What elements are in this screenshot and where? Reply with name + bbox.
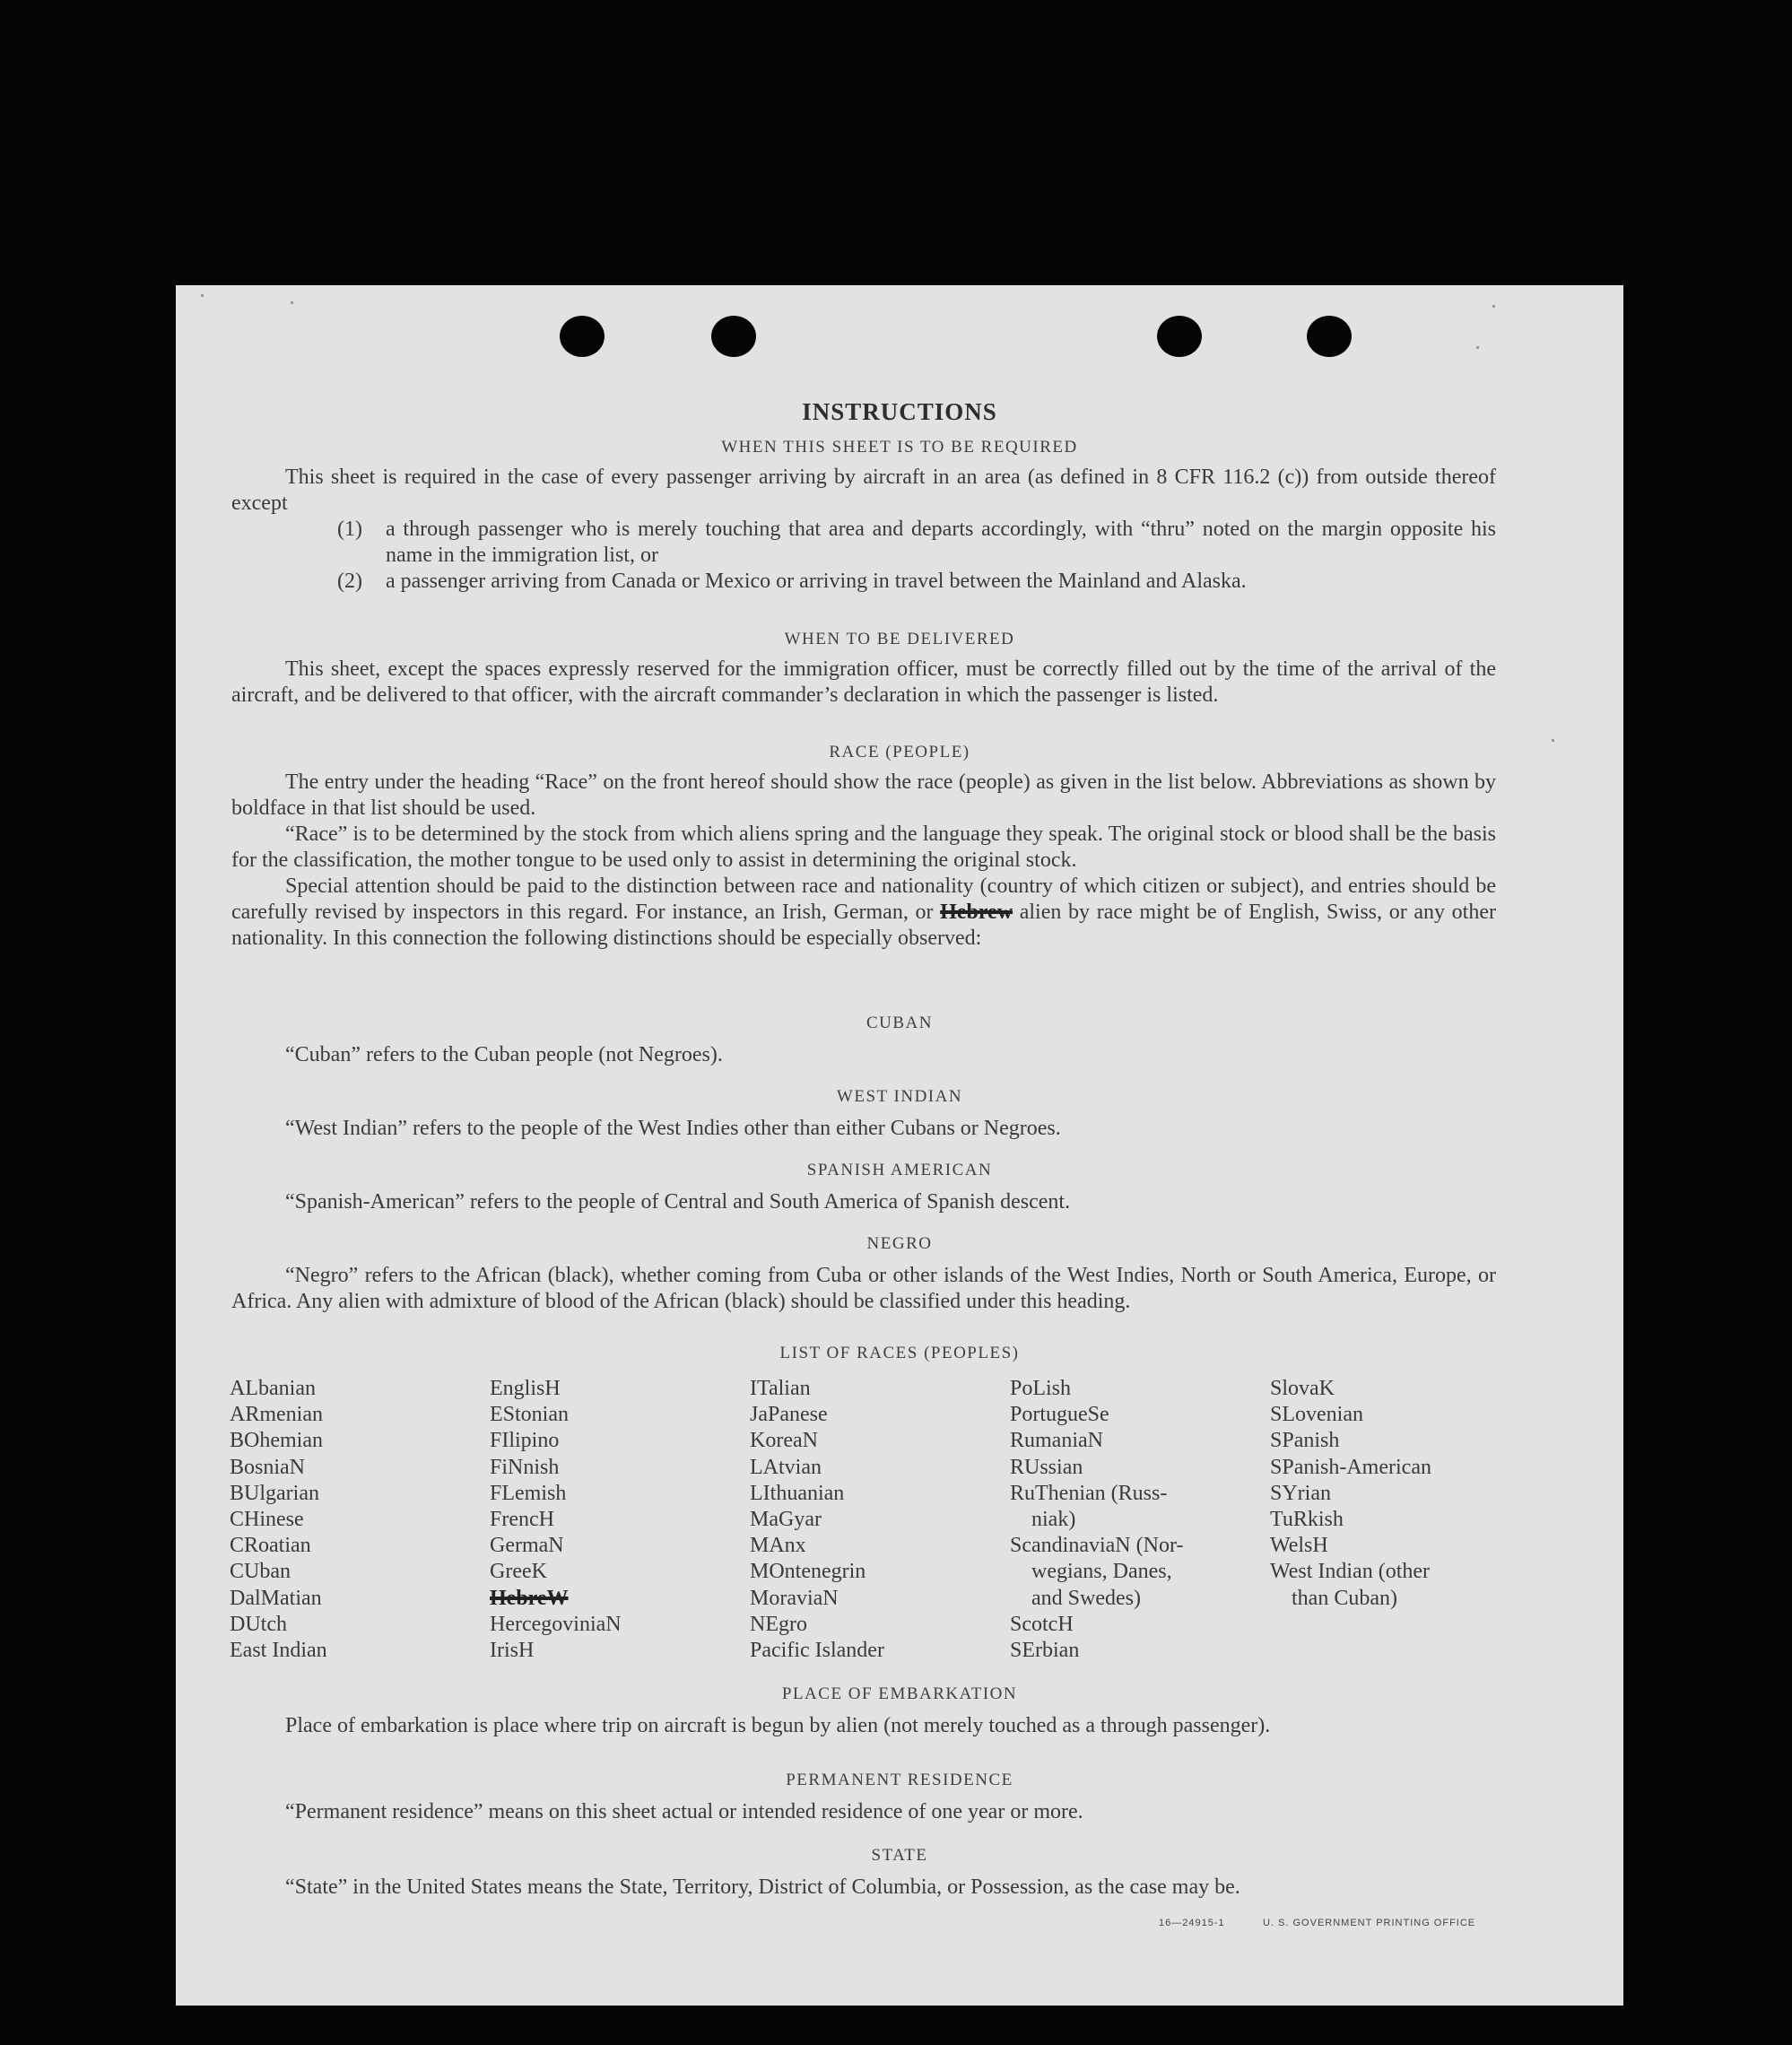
race-entry: SErbian	[1010, 1639, 1080, 1663]
race-entry: East Indian	[230, 1639, 327, 1663]
exception-item-2	[337, 569, 1496, 595]
race-entry: Pacific Islander	[750, 1639, 884, 1663]
race-entry: PortugueSe	[1010, 1403, 1109, 1427]
race-entry: RuThenian (Russ-	[1010, 1481, 1168, 1505]
required-intro: This sheet is required in the case of every passenger arriving by aircraft in an area (as defined in 8 CFR 116.2 (c)) from outside thereof except	[231, 466, 1496, 515]
race-column-1	[230, 1376, 490, 1664]
race-entry: HercegoviniaN	[490, 1612, 622, 1636]
punch-hole	[1307, 316, 1352, 357]
instruction-sheet	[176, 285, 1623, 2006]
race-entry: GermaN	[490, 1534, 564, 1558]
race-entry: EnglisH	[490, 1377, 561, 1400]
race-entry-continued: wegians, Danes,	[1031, 1560, 1172, 1584]
race-entry: FIlipino	[490, 1429, 560, 1453]
section-heading-required: WHEN THIS SHEET IS TO BE REQUIRED	[721, 438, 1078, 457]
state-text: “State” in the United States means the State, Territory, District of Columbia, or Possession, as the case may be.	[285, 1875, 1240, 1899]
race-entry-continued: niak)	[1031, 1508, 1076, 1532]
race-entry: MAnx	[750, 1534, 806, 1558]
residence-text: “Permanent residence” means on this sheet actual or intended residence of one year or more.	[285, 1800, 1083, 1823]
race-entry: SlovaK	[1270, 1377, 1335, 1400]
section-heading-list: LIST OF RACES (PEOPLES)	[779, 1344, 1020, 1362]
cuban-text: “Cuban” refers to the Cuban people (not Negroes).	[285, 1043, 723, 1066]
section-heading-west-indian: WEST INDIAN	[836, 1087, 963, 1106]
item-number: (2)	[337, 570, 362, 593]
race-entry: EStonian	[490, 1403, 569, 1427]
race-entry: SPanish	[1270, 1429, 1340, 1453]
section-heading-delivered: WHEN TO BE DELIVERED	[784, 630, 1015, 648]
race-entry-continued: than Cuban)	[1292, 1586, 1397, 1610]
race-column-4	[1010, 1376, 1270, 1664]
race-column-3	[750, 1376, 1010, 1664]
item-text: a through passenger who is merely touching that area and departs accordingly, with “thru” noted on the margin opposite his name in the immigration list, or	[386, 518, 1496, 567]
race-entry: CUban	[230, 1560, 291, 1584]
embarkation-text: Place of embarkation is place where trip on aircraft is begun by alien (not merely touched as a through passenger).	[285, 1714, 1271, 1737]
race-entry: CRoatian	[230, 1534, 311, 1558]
race-column-2	[490, 1376, 750, 1664]
race-entry: JaPanese	[750, 1403, 828, 1427]
negro-text: “Negro” refers to the African (black), whether coming from Cuba or other islands of the West Indies, North or South America, Europe, or Africa. Any alien with admixture of blood of the African (black) should be classified under this heading.	[231, 1264, 1496, 1313]
section-heading-negro: NEGRO	[866, 1234, 933, 1253]
paper-speck	[1492, 305, 1495, 308]
race-entry: ScotcH	[1010, 1612, 1074, 1636]
delivered-text: This sheet, except the spaces expressly reserved for the immigration officer, must be correctly filled out by the time of the arrival of the aircraft, and be delivered to that officer, with the aircraft commander’s declaration in which the passenger is listed.	[231, 657, 1496, 707]
paper-speck	[291, 301, 293, 304]
section-heading-residence: PERMANENT RESIDENCE	[786, 1771, 1013, 1789]
race-entry: ARmenian	[230, 1403, 323, 1427]
race-entry: BUlgarian	[230, 1481, 319, 1505]
race-entry: FLemish	[490, 1481, 567, 1505]
race-entry: SPanish-American	[1270, 1455, 1431, 1479]
race-column-5	[1270, 1376, 1530, 1612]
paper-speck	[201, 294, 204, 297]
race-entry: IrisH	[490, 1639, 535, 1663]
paper-speck	[1552, 739, 1554, 742]
section-heading-cuban: CUBAN	[866, 1014, 933, 1032]
race-entry: ITalian	[750, 1377, 811, 1400]
race-entry: DalMatian	[230, 1586, 322, 1610]
section-heading-state: STATE	[871, 1846, 928, 1865]
punch-hole	[560, 316, 605, 357]
paper-speck	[1476, 346, 1479, 349]
west-indian-text: “West Indian” refers to the people of the West Indies other than either Cubans or Negroes.	[285, 1117, 1061, 1140]
race-entry: GreeK	[490, 1560, 547, 1584]
race-entry: TuRkish	[1270, 1508, 1344, 1532]
race-entry-struck: HebreW	[490, 1586, 569, 1610]
item-text: a passenger arriving from Canada or Mexico or arriving in travel between the Mainland and Alaska.	[386, 570, 1247, 593]
race-entry: RUssian	[1010, 1455, 1083, 1479]
race-entry: West Indian (other	[1270, 1560, 1431, 1584]
punch-hole	[1157, 316, 1202, 357]
race-entry: NEgro	[750, 1612, 807, 1636]
section-heading-embarkation: PLACE OF EMBARKATION	[781, 1684, 1018, 1703]
race-entry: ScandinaviaN (Nor-	[1010, 1534, 1184, 1558]
section-heading-spanish-american: SPANISH AMERICAN	[806, 1161, 993, 1179]
race-entry: MoraviaN	[750, 1586, 839, 1610]
race-entry: PoLish	[1010, 1377, 1072, 1400]
spanish-american-text: “Spanish-American” refers to the people of Central and South America of Spanish descent.	[285, 1190, 1071, 1214]
race-entry: FrencH	[490, 1508, 554, 1532]
race-entry: DUtch	[230, 1612, 287, 1636]
struck-word: Hebrew	[940, 901, 1013, 924]
race-entry: FiNnish	[490, 1455, 560, 1479]
race-entry: WelsH	[1270, 1534, 1328, 1558]
race-text: The entry under the heading “Race” on the front hereof should show the race (people) as given in the list below. Abbreviations as shown by boldface in that list should be used. “Race” is to be determined by the stock from which aliens spring and the language they speak. The original stock or blood shall be the basis for the classification, the mother tongue to be used only to assist in determining the original stock. Special attention should be paid to the distinction between race and nationality (country of which citizen or subject), and entries should be carefully revised by inspectors in this regard. For instance, an Irish, German, or Hebrew alien by race might be of English, Swiss, or any other nationality. In this connection the following distinctions should be especially observed:	[231, 770, 1496, 950]
exception-item-1	[337, 517, 1496, 569]
race-entry: BOhemian	[230, 1429, 323, 1453]
page-title: INSTRUCTIONS	[802, 398, 997, 425]
race-entry: SYrian	[1270, 1481, 1331, 1505]
race-entry: LAtvian	[750, 1455, 822, 1479]
item-number: (1)	[337, 518, 362, 541]
race-entry: ALbanian	[230, 1377, 316, 1400]
punch-hole	[711, 316, 756, 357]
race-entry-continued: and Swedes)	[1031, 1586, 1141, 1610]
race-entry: MOntenegrin	[750, 1560, 866, 1584]
race-entry: LIthuanian	[750, 1481, 845, 1505]
race-entry: BosniaN	[230, 1455, 305, 1479]
race-entry: CHinese	[230, 1508, 304, 1532]
race-entry: SLovenian	[1270, 1403, 1363, 1427]
printer-credit: U. S. GOVERNMENT PRINTING OFFICE	[1263, 1918, 1476, 1928]
race-entry: KoreaN	[750, 1429, 818, 1453]
race-entry: MaGyar	[750, 1508, 822, 1532]
race-entry: RumaniaN	[1010, 1429, 1103, 1453]
section-heading-race: RACE (PEOPLE)	[829, 743, 970, 761]
form-number: 16—24915-1	[1159, 1918, 1225, 1928]
